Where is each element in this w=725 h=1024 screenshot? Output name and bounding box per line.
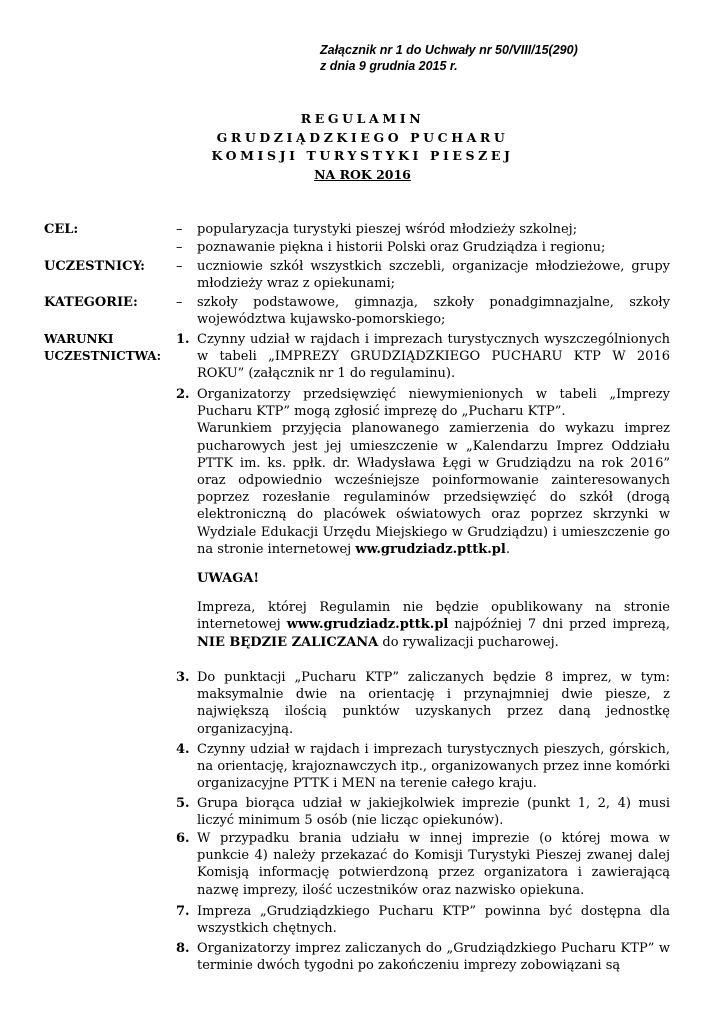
- website-link[interactable]: www.grudziadz.pttk.pl: [286, 617, 449, 633]
- label-uczestnicy: UCZESTNICY:: [44, 259, 145, 274]
- title-line-1: REGULAMIN: [300, 111, 425, 126]
- condition-8: Organizatorzy imprez zaliczanych do „Grudziądzkiego Pucharu KTP” w terminie dwóch tygodni po zakończeniu imprezy zobowiązani są: [197, 941, 670, 974]
- label-warunki-line-1: WARUNKI: [44, 332, 114, 346]
- condition-2-intro: Organizatorzy przedsięwzięć niewymienionych w tabeli „Imprezy Pucharu KTP” mogą zgłosić imprezę do „Pucharu KTP”.: [197, 387, 670, 420]
- condition-number: 4.: [176, 742, 190, 757]
- label-warunki: [44, 331, 161, 365]
- cel-item-2: poznawanie piękna i historii Polski oraz Grudziądza i regionu;: [197, 240, 606, 255]
- dash: –: [176, 222, 183, 237]
- condition-4: Czynny udział w rajdach i imprezach turystycznych pieszych, górskich, na orientację, krajoznawczych itp., organizowanych przez inne komórki organizacyjne PTTK i MEN na terenie całego kraju.: [197, 742, 670, 792]
- warning-text-b: najpóźniej 7 dni przed imprezą,: [454, 617, 670, 633]
- warning-text: [197, 599, 670, 651]
- condition-number: 7.: [176, 904, 190, 919]
- condition-number: 6.: [176, 831, 190, 846]
- website-link[interactable]: ww.grudziadz.pttk.pl: [355, 541, 506, 557]
- warning-text-c: do rywalizacji pucharowej.: [382, 634, 559, 650]
- document-title: [0, 110, 725, 184]
- warning-heading: [197, 570, 670, 587]
- dash: –: [176, 240, 183, 255]
- annex-line-1: Załącznik nr 1 do Uchwały nr 50/VIII/15(290): [320, 43, 578, 57]
- condition-3: Do punktacji „Pucharu KTP” zaliczanych będzie 8 imprez, w tym: maksymalnie dwie na orientację i przynajmniej dwie piesze, z największą ilością punktów uzyskanych przez daną jednostkę organizacyjną.: [197, 670, 670, 737]
- condition-number: 2.: [176, 387, 190, 402]
- condition-number: 3.: [176, 670, 190, 685]
- condition-number: 8.: [176, 941, 190, 956]
- label-kategorie: KATEGORIE:: [44, 295, 138, 310]
- kategorie-text: szkoły podstawowe, gimnazja, szkoły ponadgimnazjalne, szkoły województwa kujawsko-pomorskiego;: [197, 295, 670, 328]
- warning-label: UWAGA!: [197, 571, 260, 587]
- cel-item-1: popularyzacja turystyki pieszej wśród młodzieży szkolnej;: [197, 222, 578, 237]
- title-line-3: KOMISJI TURYSTYKI PIESZEJ: [211, 148, 514, 163]
- annex-line-2: z dnia 9 grudnia 2015 r.: [320, 59, 458, 73]
- dash: –: [176, 259, 183, 274]
- condition-1: Czynny udział w rajdach i imprezach turystycznych wyszczególnionych w tabeli „IMPREZY GRUDZIĄDZKIEGO PUCHARU KTP W 2016 ROKU” (załącznik nr 1 do regulaminu).: [197, 332, 670, 382]
- period: .: [505, 541, 510, 557]
- condition-6: W przypadku brania udziału w innej imprezie (o której mowa w punkcie 4) należy przekazać do Komisji Turystyki Pieszej zwanej dalej Komisją informację potwierdzoną przez organizatora i zawierającą nazwę imprezy, ilość uczestników oraz nazwisko opiekuna.: [197, 831, 670, 898]
- warning-bold: NIE BĘDZIE ZALICZANA: [197, 634, 379, 650]
- warning-text-a: Impreza, której Regulamin nie będzie opublikowany na stronie internetowej: [197, 600, 670, 633]
- condition-5: Grupa biorąca udział w jakiejkolwiek imprezie (punkt 1, 2, 4) musi liczyć minimum 5 osób (nie licząc opiekunów).: [197, 796, 670, 829]
- uczestnicy-text: uczniowie szkół wszystkich szczebli, organizacje młodzieżowe, grupy młodzieży wraz z opiekunami;: [197, 259, 670, 292]
- condition-number: 5.: [176, 796, 190, 811]
- condition-2-text: Warunkiem przyjęcia planowanego zamierzenia do wykazu imprez pucharowych jest jej umieszczenie w „Kalendarzu Imprez Oddziału PTTK im. ks. ppłk. dr. Władysława Łęgi w Grudziądzu na rok 2016” oraz odpowiednio wcześniejsze poinformowanie zainteresowanych poprzez rozesłanie regulaminów przedsięwzięć do szkół (drogą elektroniczną do placówek oświatowych oraz poprzez skrzynki w Wydziale Edukacji Urzędu Miejskiego w Grudziądzu) i umieszczenie go na stronie internetowej: [197, 421, 670, 557]
- condition-2-requirements: [197, 420, 670, 558]
- label-warunki-line-2: UCZESTNICTWA:: [44, 349, 162, 363]
- title-line-2: GRUDZIĄDZKIEGO PUCHARU: [216, 129, 509, 145]
- annex-note: [320, 42, 578, 74]
- dash: –: [176, 295, 183, 310]
- condition-2: [197, 386, 670, 651]
- label-cel: CEL:: [44, 222, 79, 237]
- title-line-4: NA ROK 2016: [314, 166, 411, 182]
- condition-7: Impreza „Grudziądzkiego Pucharu KTP” powinna być dostępna dla wszystkich chętnych.: [197, 904, 670, 937]
- condition-number: 1.: [176, 332, 190, 347]
